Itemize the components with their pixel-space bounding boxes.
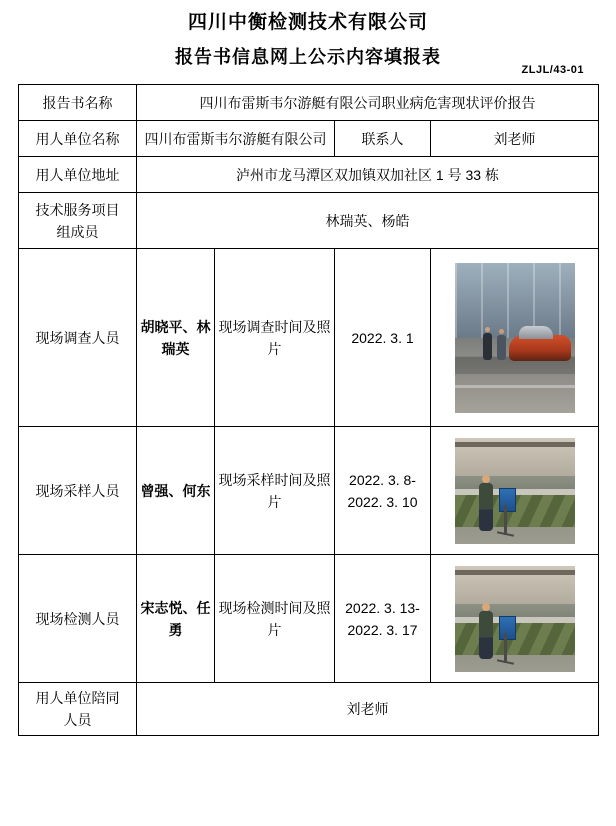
row-label-employer-name: 用人单位名称: [19, 121, 137, 157]
row-date-site-survey: 2022. 3. 1: [335, 249, 431, 427]
photo-tripod: [504, 633, 507, 663]
employer-escort-label-line1: 用人单位陪同: [35, 690, 120, 706]
row-label-contact-person: 联系人: [335, 121, 431, 157]
row-date-site-sampling: 2022. 3. 8-2022. 3. 10: [335, 427, 431, 555]
row-date-site-testing: 2022. 3. 13-2022. 3. 17: [335, 555, 431, 683]
row-label-project-team: [19, 193, 137, 249]
row-value-contact-person: 刘老师: [431, 121, 599, 157]
table-row: [19, 427, 599, 555]
row-label-report-name: 报告书名称: [19, 85, 137, 121]
row-value-employer-address: 泸州市龙马潭区双加镇双加社区 1 号 33 栋: [137, 157, 599, 193]
photo-instrument: [499, 488, 516, 512]
row-label-site-survey-staff: 现场调查人员: [19, 249, 137, 427]
photo-tripod: [504, 505, 507, 535]
row-value-employer-escort: 刘老师: [137, 683, 599, 736]
row-value-site-testing-staff: 宋志悦、任勇: [137, 555, 215, 683]
row-desc-site-survey: 现场调查时间及照片: [215, 249, 335, 427]
site-sampling-photo: [455, 438, 575, 544]
photo-instrument: [499, 616, 516, 640]
table-row: [19, 683, 599, 736]
photo-beam: [455, 570, 575, 575]
photo-floor: [455, 374, 575, 413]
form-title: 报告书信息网上公示内容填报表: [175, 47, 441, 67]
employer-escort-label-line2: 人员: [63, 712, 92, 728]
photo-beam: [455, 442, 575, 447]
site-survey-photo: [455, 263, 575, 413]
table-row: [19, 249, 599, 427]
photo-glass-wall: [455, 263, 575, 338]
project-team-label-line1: 技术服务项目: [35, 201, 120, 218]
row-desc-site-testing: 现场检测时间及照片: [215, 555, 335, 683]
row-label-site-sampling-staff: 现场采样人员: [19, 427, 137, 555]
table-row: [19, 193, 599, 249]
company-title: 四川中衡检测技术有限公司: [187, 12, 428, 33]
photo-worker: [479, 611, 493, 659]
row-label-employer-address: 用人单位地址: [19, 157, 137, 193]
row-label-site-testing-staff: 现场检测人员: [19, 555, 137, 683]
site-testing-photo: [455, 566, 575, 672]
row-desc-site-sampling: 现场采样时间及照片: [215, 427, 335, 555]
row-value-employer-name: 四川布雷斯韦尔游艇有限公司: [137, 121, 335, 157]
project-team-label-line2: 组成员: [56, 223, 99, 240]
row-label-employer-escort: [19, 683, 137, 736]
photo-person-a: [483, 333, 492, 360]
photo-person-b: [497, 335, 506, 360]
form-code: ZLJL/43-01: [521, 64, 584, 76]
row-photo-site-testing: [431, 555, 599, 683]
photo-car: [509, 335, 571, 361]
row-photo-site-survey: [431, 249, 599, 427]
table-row: [19, 85, 599, 121]
report-info-table: [18, 84, 599, 736]
row-photo-site-sampling: [431, 427, 599, 555]
row-value-site-sampling-staff: 曾强、何东: [137, 427, 215, 555]
row-value-project-team: 林瑞英、杨皓: [137, 193, 599, 249]
table-row: [19, 157, 599, 193]
subtitle-row: [18, 44, 598, 78]
photo-worker: [479, 483, 493, 531]
table-row: [19, 555, 599, 683]
table-row: [19, 121, 599, 157]
row-value-site-survey-staff: 胡晓平、林瑞英: [137, 249, 215, 427]
document-page: [0, 10, 616, 826]
row-value-report-name: 四川布雷斯韦尔游艇有限公司职业病危害现状评价报告: [137, 85, 599, 121]
